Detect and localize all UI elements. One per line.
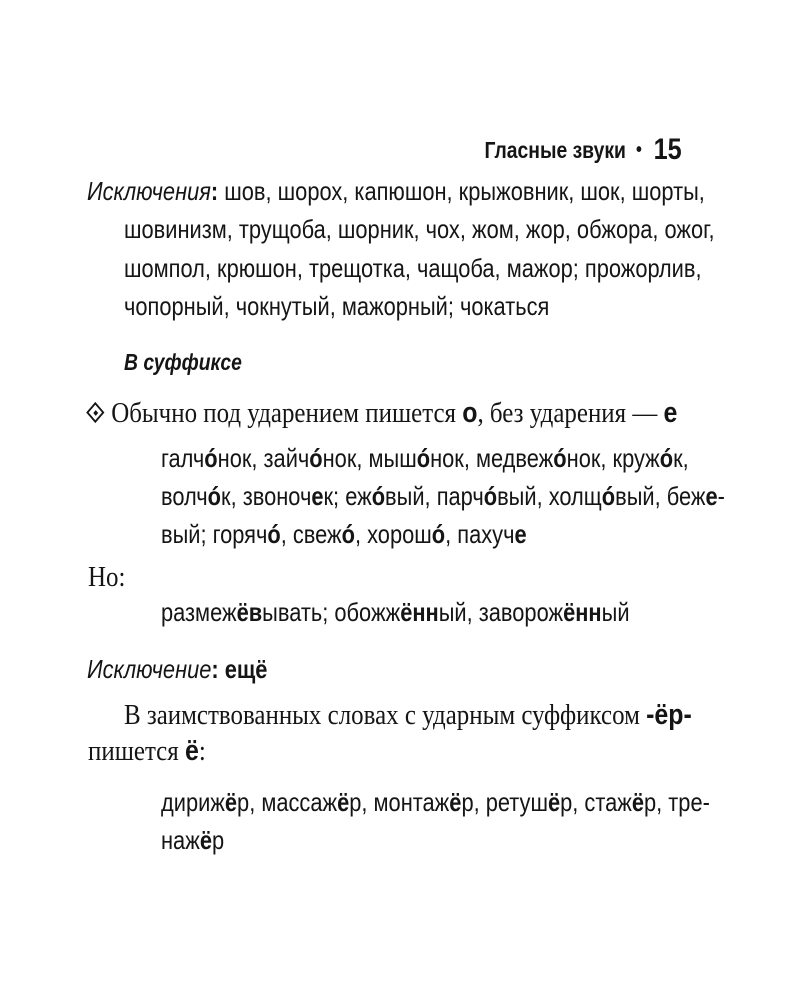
but-example [161,597,630,628]
stressed-letter: ё [449,787,462,817]
exception-label: Исключение [87,654,212,684]
stressed-letter: е [514,519,527,549]
stressed-letter: ó [659,443,674,473]
stressed-segment: ённ [400,597,439,627]
stressed-letter: ё [199,825,212,855]
text-segment: галч [161,443,205,473]
text-segment: нок, круж [566,443,660,473]
suffix-examples-line-2 [161,481,725,512]
text-segment: вый, парч [385,481,484,511]
rule-letter-o: о [462,397,478,429]
text-segment: р [211,825,225,855]
borrowed-examples-line-2 [161,825,224,856]
stressed-letter: ó [371,481,386,511]
stressed-letter: ó [553,443,567,473]
stressed-letter: ó [204,443,218,473]
text-segment: нок, медвеж [430,443,554,473]
text-segment: к, звоноч [221,481,312,511]
text-segment: вый, беж [615,481,706,511]
exceptions-line-1 [87,176,705,207]
exception-colon: : [211,654,219,684]
exceptions-line-4: чопорный, чокнутый, мажорный; чокаться [124,291,550,321]
text-segment: вый; горяч [161,519,268,549]
stressed-segment: ёв [236,597,263,627]
exceptions-line-2: шовинизм, трущоба, шорник, чох, жом, жор, обжора, ожог, [124,214,715,244]
suffix-examples-line-1 [161,443,689,474]
rule-letter-e: е [663,397,678,429]
text-segment: р, тре- [644,787,710,817]
section-title: Гласные звуки [484,137,627,163]
stressed-letter: ó [267,519,281,549]
borrowed-rule-line-2 [88,735,206,768]
text-segment: к, [673,443,689,473]
rule-text-middle: , без ударения — [477,397,664,429]
stressed-segment: ённ [563,597,602,627]
suffix-rule [88,397,677,430]
text-segment: р, стаж [560,787,632,817]
stressed-letter: ё [224,787,238,817]
rule-text-before: Обычно под ударением пишется [111,397,463,429]
page-number: 15 [653,133,682,166]
suffix-examples-line-3 [161,519,527,550]
text-segment: наж [161,825,200,855]
stressed-letter: ó [483,481,498,511]
text-segment: ывать; обожж [262,597,401,627]
stressed-letter: ó [207,481,222,511]
text-segment: , хорош [355,519,432,549]
exception-single [87,654,267,685]
text-segment: дириж [161,787,225,817]
suffix-er: -ёр- [646,699,692,731]
text-segment: , свеж [280,519,342,549]
text-segment: - [717,481,725,511]
stressed-letter: ó [309,443,323,473]
text-segment: р, ретуш [461,787,548,817]
text-segment: нок, мыш [322,443,417,473]
text-segment: нок, зайч [217,443,310,473]
header-separator: • [636,139,643,161]
exceptions-text: шов, шорох, капюшон, крыжовник, шок, шорты, [218,176,705,206]
text-segment: р, массаж [237,787,338,817]
subsection-heading: В суффиксе [124,349,242,375]
stressed-letter: ó [431,519,446,549]
stressed-letter: е [311,481,324,511]
exceptions-colon: : [210,176,219,206]
text-segment: к; еж [323,481,372,511]
stressed-letter: ó [601,481,616,511]
stressed-letter: ё [547,787,561,817]
borrowed-examples-line-1 [161,787,710,818]
letter-yo: ё [184,735,199,767]
text-segment: размеж [161,597,237,627]
rule-text: пишется [88,735,185,767]
exception-word: ещё [218,654,268,684]
text-segment: ый [601,597,630,627]
running-header [485,132,682,166]
rule-text: В заимствованных словах с ударным суффиксом [124,699,647,731]
stressed-letter: е [705,481,718,511]
diamond-icon [88,404,103,421]
stressed-letter: ё [631,787,645,817]
stressed-letter: ё [337,787,350,817]
text-segment: , пахуч [445,519,515,549]
text-segment: волч [161,481,208,511]
borrowed-rule-line-1 [124,699,692,732]
rule-colon: : [198,735,206,767]
but-label: Но: [88,561,126,593]
stressed-letter: ó [416,443,431,473]
stressed-letter: ó [341,519,356,549]
text-segment: вый, холщ [497,481,602,511]
exceptions-line-3: шомпол, крюшон, трещотка, чащоба, мажор; прожорлив, [124,253,702,283]
exceptions-label: Исключения [87,176,211,206]
text-segment: ый, заворож [438,597,564,627]
text-segment: р, монтаж [349,787,450,817]
